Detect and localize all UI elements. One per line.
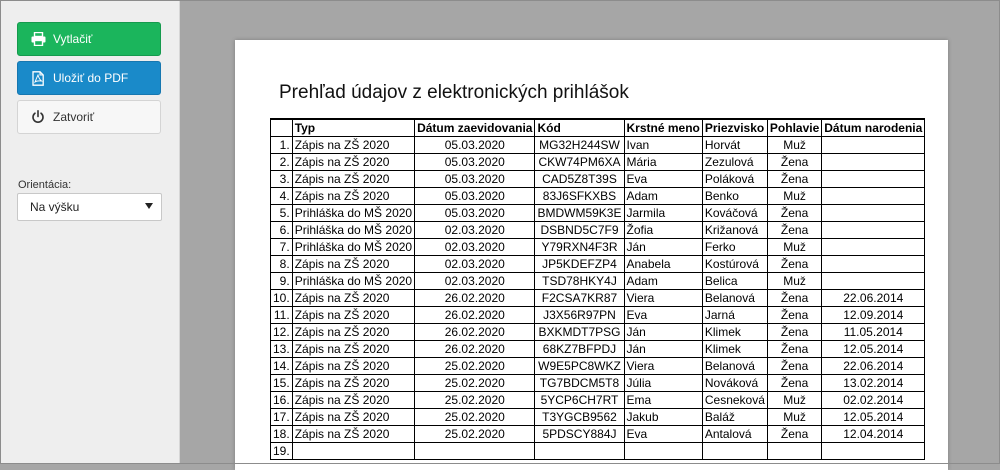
table-cell: Zezulová xyxy=(702,154,767,171)
table-cell: 16. xyxy=(271,392,293,409)
table-cell: Zápis na ZŠ 2020 xyxy=(292,392,414,409)
table-cell: Belanová xyxy=(702,290,767,307)
table-cell: Adam xyxy=(624,188,702,205)
table-cell: 18. xyxy=(271,426,293,443)
table-cell: W9E5PC8WKZ xyxy=(535,358,624,375)
sidebar xyxy=(1,1,180,463)
save-pdf-button-label: Uložiť do PDF xyxy=(53,71,129,85)
table-cell: Žena xyxy=(767,324,821,341)
table-cell: 15. xyxy=(271,375,293,392)
table-cell: MG32H244SW xyxy=(535,137,624,154)
table-cell: Muž xyxy=(767,273,821,290)
table-cell xyxy=(415,443,535,460)
table-cell: CAD5Z8T39S xyxy=(535,171,624,188)
table-cell: 17. xyxy=(271,409,293,426)
table-cell: Jarmila xyxy=(624,205,702,222)
table-cell: Antalová xyxy=(702,426,767,443)
table-row xyxy=(271,256,925,273)
table-cell: 8. xyxy=(271,256,293,273)
table-row xyxy=(271,443,925,460)
table-cell: Jakub xyxy=(624,409,702,426)
table-cell: 05.03.2020 xyxy=(415,154,535,171)
table-cell: Žena xyxy=(767,341,821,358)
table-cell: Jarná xyxy=(702,307,767,324)
column-header: Krstné meno xyxy=(624,119,702,137)
table-cell: Žena xyxy=(767,222,821,239)
table-cell: Benko xyxy=(702,188,767,205)
table-cell xyxy=(624,443,702,460)
column-header: Typ xyxy=(292,119,414,137)
table-cell: Žena xyxy=(767,426,821,443)
close-button-label: Zatvoriť xyxy=(53,110,95,124)
table-cell: BXKMDT7PSG xyxy=(535,324,624,341)
table-cell: 25.02.2020 xyxy=(415,426,535,443)
table-cell: 6. xyxy=(271,222,293,239)
table-cell: Muž xyxy=(767,188,821,205)
table-cell: 26.02.2020 xyxy=(415,307,535,324)
table-cell: Eva xyxy=(624,171,702,188)
table-cell: 11.05.2014 xyxy=(822,324,925,341)
table-cell xyxy=(822,273,925,290)
table-cell: 02.03.2020 xyxy=(415,273,535,290)
table-cell: Muž xyxy=(767,409,821,426)
table-cell: 5YCP6CH7RT xyxy=(535,392,624,409)
printer-icon xyxy=(30,31,46,47)
table-cell: 3. xyxy=(271,171,293,188)
table-cell: 25.02.2020 xyxy=(415,375,535,392)
table-cell: TG7BDCM5T8 xyxy=(535,375,624,392)
caret-down-icon xyxy=(145,203,153,209)
table-cell: Júlia xyxy=(624,375,702,392)
table-row xyxy=(271,188,925,205)
table-cell: Horvát xyxy=(702,137,767,154)
report-table xyxy=(270,118,925,460)
print-button[interactable] xyxy=(17,22,161,56)
table-cell: Anabela xyxy=(624,256,702,273)
table-cell: Muž xyxy=(767,137,821,154)
table-cell: 22.06.2014 xyxy=(822,290,925,307)
table-row xyxy=(271,375,925,392)
table-cell: Žena xyxy=(767,290,821,307)
column-header: Priezvisko xyxy=(702,119,767,137)
table-cell: 02.03.2020 xyxy=(415,222,535,239)
table-cell: Klimek xyxy=(702,341,767,358)
table-cell: 14. xyxy=(271,358,293,375)
table-cell xyxy=(822,188,925,205)
table-cell: Ivan xyxy=(624,137,702,154)
table-cell: Ferko xyxy=(702,239,767,256)
table-row xyxy=(271,392,925,409)
table-cell: Adam xyxy=(624,273,702,290)
table-cell: Zápis na ZŠ 2020 xyxy=(292,188,414,205)
table-cell: 02.02.2014 xyxy=(822,392,925,409)
table-cell: 26.02.2020 xyxy=(415,290,535,307)
table-row xyxy=(271,290,925,307)
table-cell: Ema xyxy=(624,392,702,409)
table-cell: Ján xyxy=(624,239,702,256)
table-cell: Prihláška do MŠ 2020 xyxy=(292,273,414,290)
table-cell: Žena xyxy=(767,171,821,188)
table-cell: Ján xyxy=(624,324,702,341)
table-row xyxy=(271,137,925,154)
table-cell: Zápis na ZŠ 2020 xyxy=(292,341,414,358)
table-cell: Eva xyxy=(624,426,702,443)
table-row xyxy=(271,171,925,188)
print-preview-page xyxy=(235,40,948,470)
table-cell: JP5KDEFZP4 xyxy=(535,256,624,273)
table-cell: 10. xyxy=(271,290,293,307)
table-cell xyxy=(822,222,925,239)
table-cell: 26.02.2020 xyxy=(415,341,535,358)
table-cell: Zápis na ZŠ 2020 xyxy=(292,137,414,154)
print-button-label: Vytlačiť xyxy=(53,32,93,46)
column-header: Dátum narodenia xyxy=(822,119,925,137)
table-cell: 05.03.2020 xyxy=(415,137,535,154)
table-cell: Žena xyxy=(767,256,821,273)
table-cell: 26.02.2020 xyxy=(415,324,535,341)
table-cell: 7. xyxy=(271,239,293,256)
table-row xyxy=(271,341,925,358)
table-cell: Ján xyxy=(624,341,702,358)
table-row xyxy=(271,205,925,222)
table-cell: 02.03.2020 xyxy=(415,239,535,256)
table-cell: 05.03.2020 xyxy=(415,171,535,188)
table-cell: Muž xyxy=(767,239,821,256)
table-cell: Kostúrová xyxy=(702,256,767,273)
table-cell: Muž xyxy=(767,392,821,409)
table-cell: Poláková xyxy=(702,171,767,188)
table-cell: 05.03.2020 xyxy=(415,205,535,222)
table-cell xyxy=(702,443,767,460)
table-cell: TSD78HKY4J xyxy=(535,273,624,290)
table-cell: 19. xyxy=(271,443,293,460)
orientation-label: Orientácia: xyxy=(18,179,72,191)
table-cell: 4. xyxy=(271,188,293,205)
column-header: Pohlavie xyxy=(767,119,821,137)
table-cell: Zápis na ZŠ 2020 xyxy=(292,290,414,307)
table-cell: Klimek xyxy=(702,324,767,341)
column-header: Kód xyxy=(535,119,624,137)
table-cell: Žena xyxy=(767,205,821,222)
table-row xyxy=(271,358,925,375)
table-cell: Belica xyxy=(702,273,767,290)
table-cell: 2. xyxy=(271,154,293,171)
table-cell: F2CSA7KR87 xyxy=(535,290,624,307)
table-cell: BMDWM59K3E xyxy=(535,205,624,222)
table-cell: 1. xyxy=(271,137,293,154)
table-cell: 12. xyxy=(271,324,293,341)
table-cell xyxy=(822,171,925,188)
power-icon xyxy=(30,109,46,125)
table-cell: Viera xyxy=(624,358,702,375)
table-cell: Eva xyxy=(624,307,702,324)
table-cell: T3YGCB9562 xyxy=(535,409,624,426)
table-cell: Žena xyxy=(767,154,821,171)
table-cell xyxy=(767,443,821,460)
table-row xyxy=(271,273,925,290)
table-cell: Belanová xyxy=(702,358,767,375)
table-cell: Nováková xyxy=(702,375,767,392)
table-cell: Zápis na ZŠ 2020 xyxy=(292,375,414,392)
table-cell: Zápis na ZŠ 2020 xyxy=(292,171,414,188)
table-cell: Zápis na ZŠ 2020 xyxy=(292,426,414,443)
table-cell: 9. xyxy=(271,273,293,290)
table-cell: 12.05.2014 xyxy=(822,409,925,426)
table-cell: Zápis na ZŠ 2020 xyxy=(292,256,414,273)
table-row xyxy=(271,307,925,324)
report-title: Prehľad údajov z elektronických prihlášok xyxy=(279,82,629,103)
table-cell: 68KZ7BFPDJ xyxy=(535,341,624,358)
close-button[interactable] xyxy=(17,100,161,134)
table-cell: Y79RXN4F3R xyxy=(535,239,624,256)
table-row xyxy=(271,154,925,171)
table-cell xyxy=(822,443,925,460)
table-cell: Cesneková xyxy=(702,392,767,409)
table-cell: Mária xyxy=(624,154,702,171)
column-header: Dátum zaevidovania xyxy=(415,119,535,137)
table-row xyxy=(271,324,925,341)
table-row xyxy=(271,426,925,443)
table-cell: 13.02.2014 xyxy=(822,375,925,392)
table-cell: 12.09.2014 xyxy=(822,307,925,324)
table-cell xyxy=(822,154,925,171)
table-cell: 5PDSCY884J xyxy=(535,426,624,443)
table-cell: 25.02.2020 xyxy=(415,409,535,426)
table-cell: Žena xyxy=(767,375,821,392)
column-header xyxy=(271,119,293,137)
save-pdf-button[interactable] xyxy=(17,61,161,95)
table-cell: DSBND5C7F9 xyxy=(535,222,624,239)
table-cell: 12.04.2014 xyxy=(822,426,925,443)
table-cell: J3X56R97PN xyxy=(535,307,624,324)
table-cell: Zápis na ZŠ 2020 xyxy=(292,154,414,171)
table-cell: 83J6SFKXBS xyxy=(535,188,624,205)
table-cell: Prihláška do MŠ 2020 xyxy=(292,239,414,256)
table-cell: 22.06.2014 xyxy=(822,358,925,375)
table-cell xyxy=(822,205,925,222)
table-cell: Zápis na ZŠ 2020 xyxy=(292,358,414,375)
table-cell xyxy=(822,256,925,273)
table-cell: 5. xyxy=(271,205,293,222)
table-cell: Žena xyxy=(767,307,821,324)
table-row xyxy=(271,409,925,426)
table-cell: 25.02.2020 xyxy=(415,358,535,375)
table-cell: Žofia xyxy=(624,222,702,239)
table-cell xyxy=(292,443,414,460)
table-cell: Zápis na ZŠ 2020 xyxy=(292,307,414,324)
table-cell: Baláž xyxy=(702,409,767,426)
table-cell xyxy=(822,137,925,154)
pdf-file-icon xyxy=(30,70,46,86)
table-cell: 05.03.2020 xyxy=(415,188,535,205)
table-cell xyxy=(535,443,624,460)
table-cell: Križanová xyxy=(702,222,767,239)
table-cell: Prihláška do MŠ 2020 xyxy=(292,222,414,239)
table-cell: Prihláška do MŠ 2020 xyxy=(292,205,414,222)
orientation-select-value: Na výšku xyxy=(30,200,80,214)
table-row xyxy=(271,239,925,256)
table-cell: Zápis na ZŠ 2020 xyxy=(292,409,414,426)
table-cell: 11. xyxy=(271,307,293,324)
table-cell: CKW74PM6XA xyxy=(535,154,624,171)
table-row xyxy=(271,222,925,239)
table-cell: Viera xyxy=(624,290,702,307)
table-cell: Kováčová xyxy=(702,205,767,222)
table-cell: Žena xyxy=(767,358,821,375)
table-cell: 02.03.2020 xyxy=(415,256,535,273)
table-cell: 13. xyxy=(271,341,293,358)
table-cell xyxy=(822,239,925,256)
orientation-select[interactable] xyxy=(17,193,162,221)
table-cell: Zápis na ZŠ 2020 xyxy=(292,324,414,341)
table-cell: 12.05.2014 xyxy=(822,341,925,358)
table-header-row xyxy=(271,119,925,137)
table-cell: 25.02.2020 xyxy=(415,392,535,409)
